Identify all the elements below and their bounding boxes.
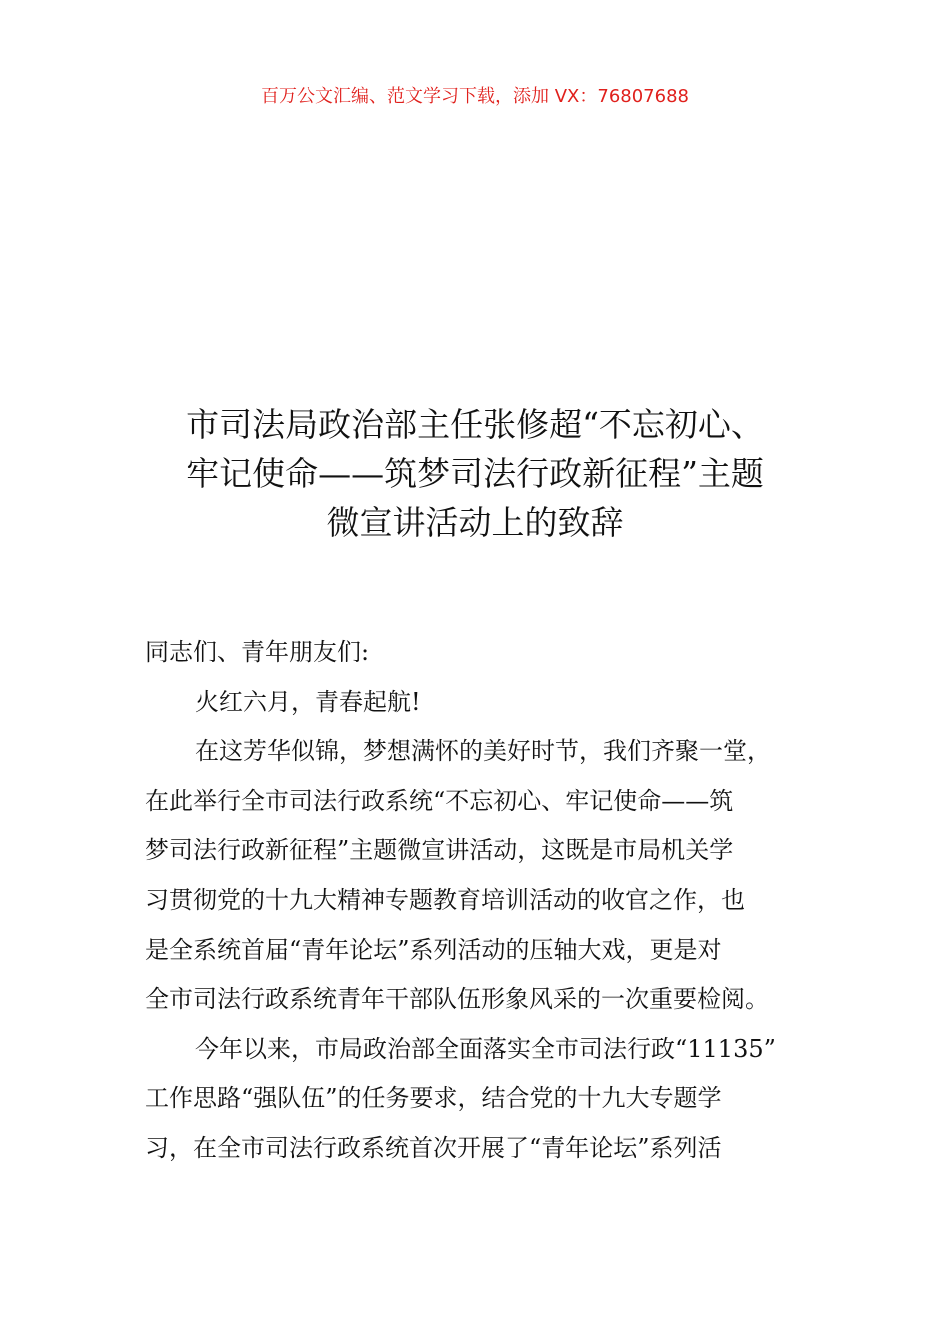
body-line: 今年以来，市局政治部全面落实全市司法行政“11135” (195, 1034, 776, 1063)
body-line: 在这芳华似锦，梦想满怀的美好时节，我们齐聚一堂， (195, 737, 771, 766)
document-body (145, 628, 825, 1174)
body-line: 火红六月，青春起航! (195, 687, 421, 716)
salutation: 同志们、青年朋友们: (145, 638, 370, 666)
body-line: 梦司法行政新征程”主题微宣讲活动，这既是市局机关学 (145, 836, 734, 865)
body-line: 在此举行全市司法行政系统“不忘初心、牢记使命——筑 (145, 786, 734, 815)
body-line: 习，在全市司法行政系统首次开展了“青年论坛”系列活 (145, 1133, 722, 1162)
title-line: 微宣讲活动上的致辞 (326, 503, 624, 542)
body-line: 全市司法行政系统青年干部队伍形象风采的一次重要检阅。 (145, 985, 769, 1014)
watermark-header: 百万公文汇编、范文学习下载，添加 VX：76807688 (261, 86, 689, 107)
body-line: 是全系统首届“青年论坛”系列活动的压轴大戏，更是对 (145, 935, 722, 964)
title-line: 市司法局政治部主任张修超“不忘初心、 (186, 405, 764, 444)
document-title (100, 400, 850, 547)
body-line: 工作思路“强队伍”的任务要求，结合党的十九大专题学 (145, 1084, 722, 1113)
body-line: 习贯彻党的十九大精神专题教育培训活动的收官之作，也 (145, 885, 745, 914)
title-line: 牢记使命——筑梦司法行政新征程”主题 (186, 454, 764, 493)
